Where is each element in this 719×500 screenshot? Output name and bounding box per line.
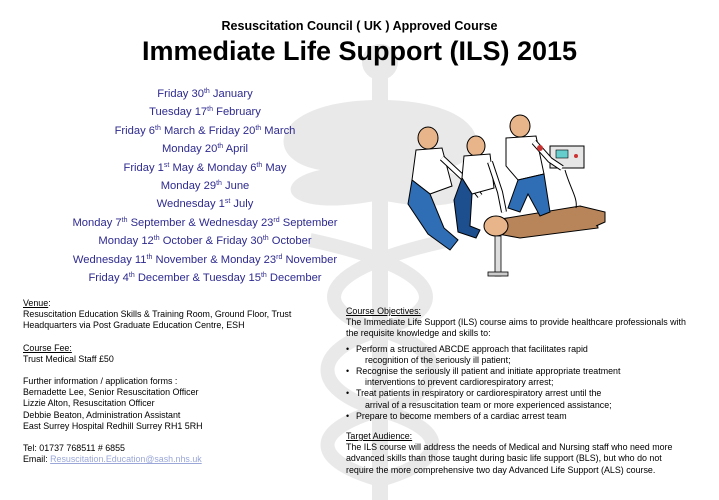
page-title: Immediate Life Support (ILS) 2015 bbox=[141, 36, 578, 66]
date-text: Friday 1 bbox=[123, 161, 164, 174]
date-text: October & Friday 30 bbox=[159, 235, 263, 248]
venue-line-1: Resuscitation Education Skills & Training Room, Ground Floor, Trust bbox=[23, 309, 292, 320]
date-suffix: th bbox=[155, 124, 161, 132]
course-date bbox=[40, 159, 370, 177]
email-row: Email: Resuscitation.Education@sash.nhs.uk bbox=[23, 454, 202, 465]
course-date bbox=[40, 251, 370, 269]
date-suffix: th bbox=[217, 143, 224, 151]
venue-line-2: Headquarters via Post Graduate Education Centre, ESH bbox=[23, 320, 245, 331]
objectives-heading: Course Objectives: bbox=[346, 306, 421, 316]
objectives-intro-line-1: The Immediate Life Support (ILS) course aims to provide healthcare professionals with bbox=[346, 317, 686, 328]
date-text: Tuesday 17 bbox=[149, 106, 208, 119]
course-info-panel bbox=[23, 298, 333, 465]
date-text: Wednesday 1 bbox=[156, 198, 225, 211]
date-text: Friday 6 bbox=[114, 124, 155, 137]
date-suffix: th bbox=[146, 253, 153, 261]
course-date bbox=[40, 195, 370, 213]
date-text: January bbox=[209, 88, 253, 100]
contact-line: Bernadette Lee, Senior Resuscitation Officer bbox=[23, 387, 199, 398]
fee-heading: Course Fee: bbox=[23, 342, 72, 353]
date-text: Monday 7 bbox=[72, 216, 122, 229]
telephone: Tel: 01737 768511 # 6855 bbox=[23, 443, 125, 454]
date-suffix: th bbox=[121, 216, 128, 224]
date-text: September bbox=[279, 216, 338, 229]
date-text: July bbox=[230, 198, 254, 211]
audience-line: The ILS course will address the needs of Medical and Nursing staff who need more bbox=[346, 442, 673, 453]
course-date bbox=[40, 269, 370, 287]
date-text: April bbox=[223, 143, 249, 156]
objectives-list bbox=[346, 344, 696, 422]
date-text: November & Monday 23 bbox=[152, 253, 277, 266]
cpr-illustration-icon bbox=[400, 108, 610, 280]
contact-line: Lizzie Alton, Resuscitation Officer bbox=[23, 398, 155, 409]
address-line: East Surrey Hospital Redhill Surrey RH1 5RH bbox=[23, 420, 203, 431]
course-dates-list bbox=[40, 85, 370, 287]
date-suffix: th bbox=[153, 235, 160, 243]
list-item: • Recognise the seriously ill patient and initiate appropriate treatment interventions to prevent cardiorespiratory arrest; bbox=[346, 366, 621, 388]
date-text: November bbox=[282, 253, 338, 266]
date-text: May bbox=[262, 161, 287, 174]
list-item: • Perform a structured ABCDE approach that facilitates rapid recognition of the seriously ill patient; bbox=[346, 343, 588, 365]
date-text: Monday 20 bbox=[161, 143, 218, 156]
date-text: September & Wednesday 23 bbox=[127, 216, 274, 229]
course-approval-subtitle: Resuscitation Council ( UK ) Approved Course bbox=[221, 19, 498, 33]
audience-line: advanced skills than those taught during basic life support (BLS), but who do not bbox=[346, 453, 662, 464]
date-text: Wednesday 11 bbox=[72, 253, 147, 266]
date-text: May & Monday 6 bbox=[169, 161, 257, 174]
date-suffix: st bbox=[224, 198, 231, 206]
fee-value: Trust Medical Staff £50 bbox=[23, 353, 114, 364]
date-suffix: th bbox=[256, 161, 263, 169]
date-suffix: th bbox=[207, 106, 213, 114]
date-suffix: th bbox=[260, 271, 267, 279]
date-text: October bbox=[268, 235, 312, 248]
email-link[interactable]: Resuscitation.Education@sash.nhs.uk bbox=[50, 454, 202, 465]
date-text: Monday 29 bbox=[160, 179, 217, 192]
course-date bbox=[40, 177, 370, 195]
contact-line: Debbie Beaton, Administration Assistant bbox=[23, 409, 181, 420]
date-suffix: rd bbox=[273, 216, 280, 224]
date-suffix: rd bbox=[276, 253, 283, 261]
date-text: December & Tuesday 15 bbox=[134, 271, 261, 284]
course-date bbox=[40, 85, 370, 103]
date-text: March bbox=[261, 124, 296, 137]
list-item: • Prepare to become members of a cardiac arrest team bbox=[346, 410, 567, 421]
date-text: February bbox=[213, 106, 261, 119]
course-date bbox=[40, 140, 370, 158]
course-date bbox=[40, 122, 370, 140]
date-suffix: th bbox=[203, 88, 210, 95]
date-text: December bbox=[266, 271, 322, 284]
course-date bbox=[40, 214, 370, 232]
course-date bbox=[40, 232, 370, 250]
venue-heading: Venue: bbox=[23, 298, 51, 308]
audience-heading: Target Audience: bbox=[346, 431, 413, 442]
date-suffix: th bbox=[262, 235, 269, 243]
date-text: March & Friday 20 bbox=[160, 124, 256, 137]
date-suffix: st bbox=[163, 161, 170, 169]
list-item: • Treat patients in respiratory or cardiorespiratory arrest until the arrival of a resuscitation team or more experienced assistance; bbox=[346, 388, 612, 410]
date-suffix: th bbox=[128, 271, 135, 279]
date-suffix: th bbox=[255, 124, 262, 132]
contacts-heading: Further information / application forms : bbox=[23, 376, 178, 387]
objectives-panel bbox=[346, 306, 696, 476]
date-text: June bbox=[221, 179, 250, 192]
date-text: Friday 30 bbox=[157, 88, 204, 100]
audience-line: require the more comprehensive two day Advanced Life Support (ALS) course. bbox=[346, 464, 656, 475]
course-date bbox=[40, 103, 370, 121]
date-text: Friday 4 bbox=[88, 271, 129, 284]
objectives-intro-line-2: the requisite knowledge and skills to: bbox=[346, 328, 491, 339]
date-text: Monday 12 bbox=[98, 235, 154, 248]
date-suffix: th bbox=[216, 179, 222, 187]
